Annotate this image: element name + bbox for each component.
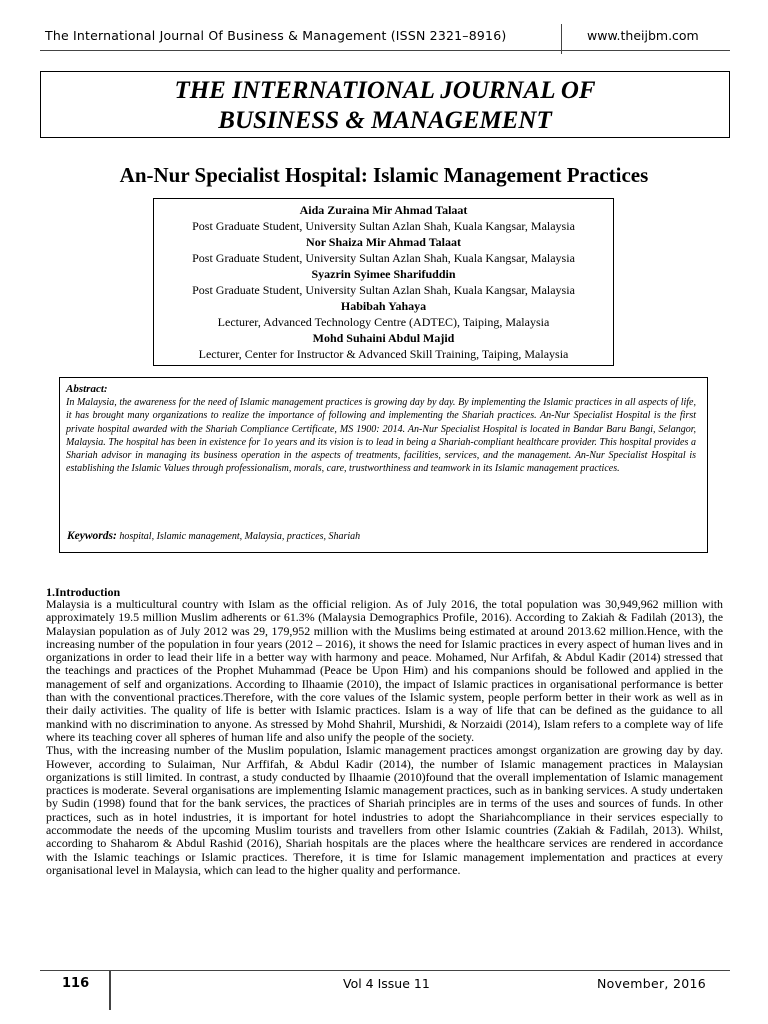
author-name: Nor Shaiza Mir Ahmad Talaat <box>306 235 461 249</box>
author-name: Habibah Yahaya <box>340 299 427 313</box>
author-affiliation: Post Graduate Student, University Sultan Azlan Shah, Kuala Kangsar, Malaysia <box>192 283 575 297</box>
header-rule <box>40 50 730 51</box>
paper-title: An-Nur Specialist Hospital: Islamic Management Practices <box>119 163 649 187</box>
section-heading: 1.Introduction <box>46 585 121 599</box>
body-paragraph: Malaysia is a multicultural country with Islam as the official religion. As of July 2016, the total population was 30,949,962 million with approximately 19.5 million Muslim adherents or 61.3% (Malaysia Demographics Profile, 2016). According to Zakiah & Fadilah (2013), the Malaysian population as of July 2012 was 29, 179,952 million with the Muslims being estimated at around 2013.62 million.Hence, with the increasing number of the population in four years (2012 – 2016), it shows the need for Islamic practices in every aspect of human lives and in organizations in order to lead their life in a better way with harmony and peace. Mohamed, Nur Arfifah, & Abdul Kadir (2014) stressed that the teachings and practices of the Prophet Muhammad (Peace be Upon Him) and his companions should be followed and applied in the management of self and organizations. According to Ilhaamie (2010), the impact of Islamic practices in organisational performance is better than with the conventional practices.Therefore, with the core values of the Islamic system, people perform better in their work as well as in their daily activities. The quality of life is better with Islamic practices. Islam is a way of life that can be defined as the guidance to all mankind with no discrimination to anyone. As stressed by Mohd Shahril, Murshidi, & Norzaidi (2014), Islam refers to a complete way of life where its teaching cover all spheres of human life and also unify the people of the society. <box>46 597 723 744</box>
volume-issue: Vol 4 Issue 11 <box>343 976 430 991</box>
journal-issn-text: The International Journal Of Business & Management (ISSN 2321–8916) <box>45 28 507 43</box>
abstract-heading: Abstract: <box>66 383 108 395</box>
masthead-line-2: BUSINESS & MANAGEMENT <box>218 107 552 134</box>
journal-website: www.theijbm.com <box>587 28 699 43</box>
keywords-list: hospital, Islamic management, Malaysia, practices, Shariah <box>119 531 361 542</box>
author-affiliation: Post Graduate Student, University Sultan Azlan Shah, Kuala Kangsar, Malaysia <box>192 219 575 233</box>
abstract-text: In Malaysia, the awareness for the need of Islamic management practices is growing day by day. By implementing the Islamic practices in all aspects of life, it has brought many organizations to realize the importance of following and implementing the Shariah practices. An-Nur Specialist Hospital is the first private hospital awarded with the Shariah Compliance Certificate, MS 1900: 2014. An-Nur Specialist Hospital is located in Bandar Baru Bangi, Selangor, Malaysia. The hospital has been in existence for 1o years and its vision is to lead in being a Shariah-compliant healthcare provider. This hospital provides a Shariah advisor in managing its business operation in the aspects of treatments, facilities, services, and the management. An-Nur Specialist Hospital is establishing the Islamic Values through professionalism, morals, care, trustworthiness and teamwork in its Islamic management practices. <box>66 397 696 475</box>
footer-rule <box>40 970 730 971</box>
author-affiliation: Post Graduate Student, University Sultan Azlan Shah, Kuala Kangsar, Malaysia <box>192 251 575 265</box>
journal-masthead <box>40 71 730 138</box>
body-paragraph: Thus, with the increasing number of the Muslim population, Islamic management practices amongst organization are growing day by day. However, according to Sulaiman, Nur Arffifah, & Abdul Kadir (2014), the number of Islamic management practices in Malaysian organizations is still limited. In contrast, a study conducted by Ilhaamie (2010)found that the overall implementation of Islamic management practices is moderate. Several organisations are implementing Islamic management practices, such as in banking services. A study undertaken by Sudin (1998) found that for the bank services, the practices of Shariah principles are in terms of the uses and sources of funds. In other practices, such as in hotel industries, it is important for hotel industries to adopt the Shariahcompliance in their services especially to accommodate the needs of the upcoming Muslim tourists and travellers from other Islamic countries (Zakiah & Fadilah, 2013). Whilst, according to Shaharom & Abdul Rashid (2016), Shariah hospitals are the places where the healthcare services are rendered in accordance with the Islamic teachings or Islamic practices. Therefore, it is time for Islamic management implementation and practices at every organisational level in Malaysia, which can lead to the higher quality and performance. <box>46 743 723 877</box>
running-header <box>40 28 730 50</box>
author-affiliation: Lecturer, Advanced Technology Centre (ADTEC), Taiping, Malaysia <box>217 315 550 329</box>
authors-box <box>153 198 614 366</box>
author-affiliation: Lecturer, Center for Instructor & Advanced Skill Training, Taiping, Malaysia <box>198 347 569 361</box>
author-name: Mohd Suhaini Abdul Majid <box>312 331 455 345</box>
masthead-line-1: THE INTERNATIONAL JOURNAL OF <box>174 77 596 104</box>
author-name: Aida Zuraina Mir Ahmad Talaat <box>299 203 468 217</box>
page-number: 116 <box>62 976 90 991</box>
author-name: Syazrin Syimee Sharifuddin <box>311 267 456 281</box>
footer-divider <box>109 970 111 1010</box>
keywords-label: Keywords: <box>67 530 117 542</box>
abstract <box>66 383 696 475</box>
keywords-line <box>67 530 360 542</box>
issue-date: November, 2016 <box>597 976 706 991</box>
introduction-body <box>46 598 723 877</box>
abstract-box <box>59 377 708 553</box>
